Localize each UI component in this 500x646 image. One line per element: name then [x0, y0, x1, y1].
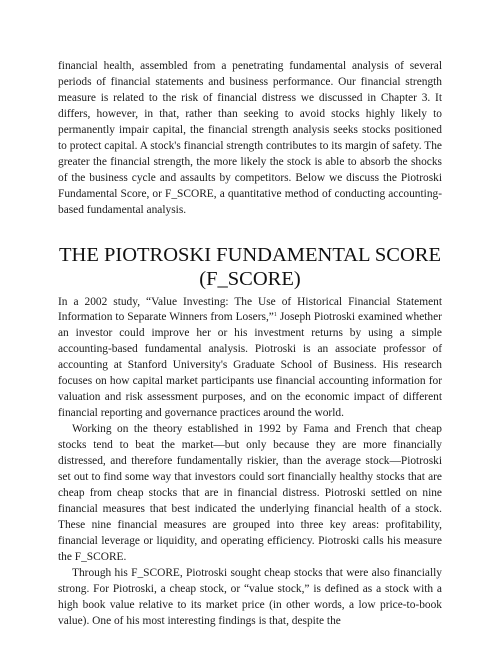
- body-paragraph-1: [58, 295, 442, 423]
- paragraph-1-text-b: Joseph Piotroski examined whether an investor could improve her or his investment returns by using a simple accounting-based fundamental analysis. Piotroski is an associate professor of accounting at Stanford University's Graduate School of Business. His research focuses on how capital market participants use financial accounting information for valuation and risk assessment purposes, and on the economic impact of different financial reporting and governance practices around the world.: [58, 311, 442, 420]
- section-heading-line-1: THE PIOTROSKI FUNDAMENTAL SCORE: [59, 243, 441, 266]
- body-paragraph-3: Through his F_SCORE, Piotroski sought cheap stocks that were also financially strong. For Piotroski, a cheap stock, or “value stock,” is defined as a stock with a high book value relative to its market price (in other words, a low price-to-book value). One of his most interesting findings is that, despite the: [58, 566, 442, 627]
- paragraph-1-text-a: In a 2002 study, “Value Investing: The Use of Historical Financial Statement Information to Separate Winners from Losers,”: [58, 295, 442, 324]
- footnote-marker[interactable]: 1: [273, 312, 277, 319]
- body-paragraph-2: Working on the theory established in 1992 by Fama and French that cheap stocks tend to beat the market—but only because they are more financially distressed, and therefore fundamentally riskier, than the average stock—Piotroski set out to find some way that investors could sort financially healthy stocks that are cheap from cheap stocks that are in financial distress. Piotroski settled on nine financial measures that best indicated the underlying financial health of a stock. These nine financial measures are grouped into three key areas: profitability, financial leverage or liquidity, and operating efficiency. Piotroski calls his measure the F_SCORE.: [58, 423, 442, 563]
- document-page: [58, 59, 442, 630]
- section-heading-line-2: (F_SCORE): [199, 268, 301, 291]
- section-heading: [58, 243, 442, 292]
- intro-paragraph: financial health, assembled from a penetrating fundamental analysis of several periods of financial statements and business performance. Our financial strength measure is related to the risk of financial distress we discussed in Chapter 3. It differs, however, in that, rather than seeking to avoid stocks highly likely to permanently impair capital, the financial strength analysis seeks stocks positioned to protect capital. A stock's financial strength contributes to its margin of safety. The greater the financial strength, the more likely the stock is able to absorb the shocks of the business cycle and assaults by competitors. Below we discuss the Piotroski Fundamental Score, or F_SCORE, a quantitative method of conducting accounting-based fundamental analysis.: [58, 60, 442, 216]
